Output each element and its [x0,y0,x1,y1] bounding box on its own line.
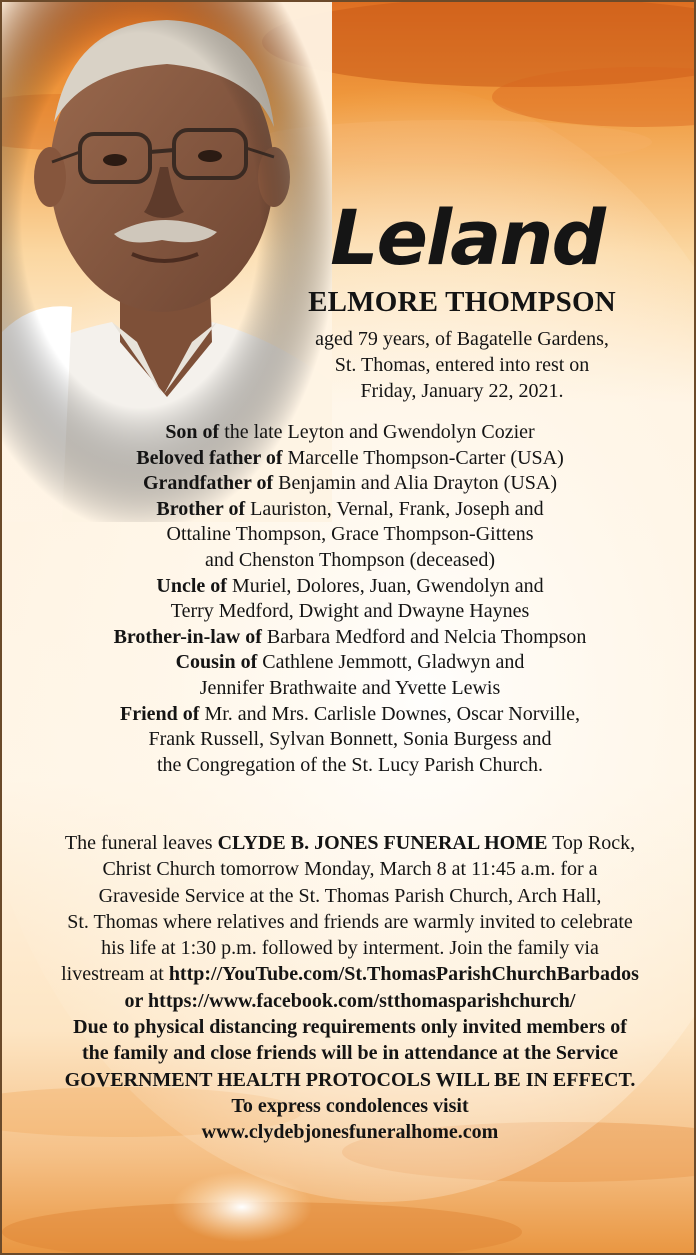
relation-text: Cathlene Jemmott, Gladwyn and [257,651,525,674]
funeral-lead: The funeral leaves [64,832,218,854]
relation-text: the Congregation of the St. Lucy Parish Church. [156,753,544,776]
relation-line [22,522,678,548]
relation-text: the late Leyton and Gwendolyn Cozier [219,421,535,443]
family-relations-list [22,420,678,778]
condolences-label: To express condolences visit [231,1094,469,1117]
relation-line [22,625,678,651]
relation-line [22,650,678,676]
funeral-line: Graveside Service at the St. Thomas Parish Church, Arch Hall, [98,884,602,907]
youtube-link[interactable]: http://YouTube.com/St.ThomasParishChurchBarbados [168,963,639,986]
relation-line [22,676,678,702]
first-name: Leland [330,193,604,282]
relation-label: Son of [165,421,220,443]
intro-paragraph [252,326,672,404]
funeral-line [10,830,690,856]
relation-line [22,471,678,497]
funeral-line: Christ Church tomorrow Monday, March 8 at 11:45 a.m. for a [102,858,598,881]
funeral-line: St. Thomas where relatives and friends are warmly invited to celebrate [67,910,633,933]
surname: ELMORE THOMPSON [308,286,616,318]
relation-text: Benjamin and Alia Drayton (USA) [273,472,558,495]
distancing-notice-line: Due to physical distancing requirements only invited members of [73,1016,627,1039]
relation-text: and Chenston Thompson (deceased) [204,548,496,571]
facebook-link[interactable]: or https://www.facebook.com/stthomasparishchurch/ [124,989,576,1012]
distancing-notice-line: the family and close friends will be in attendance at the Service [81,1042,619,1065]
relation-line [22,446,678,472]
funeral-home-website-link[interactable]: www.clydebjonesfuneralhome.com [201,1121,499,1144]
relation-text: Marcelle Thompson-Carter (USA) [282,446,564,469]
relation-text: Terry Medford, Dwight and Dwayne Haynes [170,600,530,623]
relation-label: Beloved father of [136,446,283,469]
health-protocols-notice: GOVERNMENT HEALTH PROTOCOLS WILL BE IN EFFECT. [64,1068,636,1091]
funeral-line: his life at 1:30 p.m. followed by interment. Join the family via [101,937,599,960]
intro-line: St. Thomas, entered into rest on [334,354,590,376]
relation-line [22,420,678,446]
funeral-home-name: CLYDE B. JONES FUNERAL HOME [217,832,548,854]
relation-text: Ottaline Thompson, Grace Thompson-Gittens [166,523,534,546]
intro-line: Friday, January 22, 2021. [360,380,564,402]
relation-text: Jennifer Brathwaite and Yvette Lewis [199,676,501,699]
relation-line [22,548,678,574]
relation-text: Mr. and Mrs. Carlisle Downes, Oscar Norville, [199,702,580,725]
funeral-lead-rest: Top Rock, [547,832,636,854]
relation-line [22,702,678,728]
relation-text: Barbara Medford and Nelcia Thompson [261,625,587,648]
funeral-details [10,830,690,1146]
livestream-prefix: livestream at [61,963,169,986]
relation-label: Cousin of [175,651,258,674]
relation-label: Grandfather of [142,472,274,495]
relation-text: Lauriston, Vernal, Frank, Joseph and [245,497,544,520]
relation-line [22,497,678,523]
relation-label: Brother of [156,497,246,520]
relation-line [22,599,678,625]
relation-line [22,753,678,779]
relation-text: Frank Russell, Sylvan Bonnett, Sonia Burgess and [148,728,552,751]
relation-text: Muriel, Dolores, Juan, Gwendolyn and [226,574,544,597]
relation-label: Friend of [120,702,200,725]
livestream-line [10,961,690,987]
relation-label: Brother-in-law of [113,625,262,648]
relation-line [22,574,678,600]
relation-label: Uncle of [156,574,227,597]
intro-line: aged 79 years, of Bagatelle Gardens, [315,328,609,350]
relation-line [22,727,678,753]
